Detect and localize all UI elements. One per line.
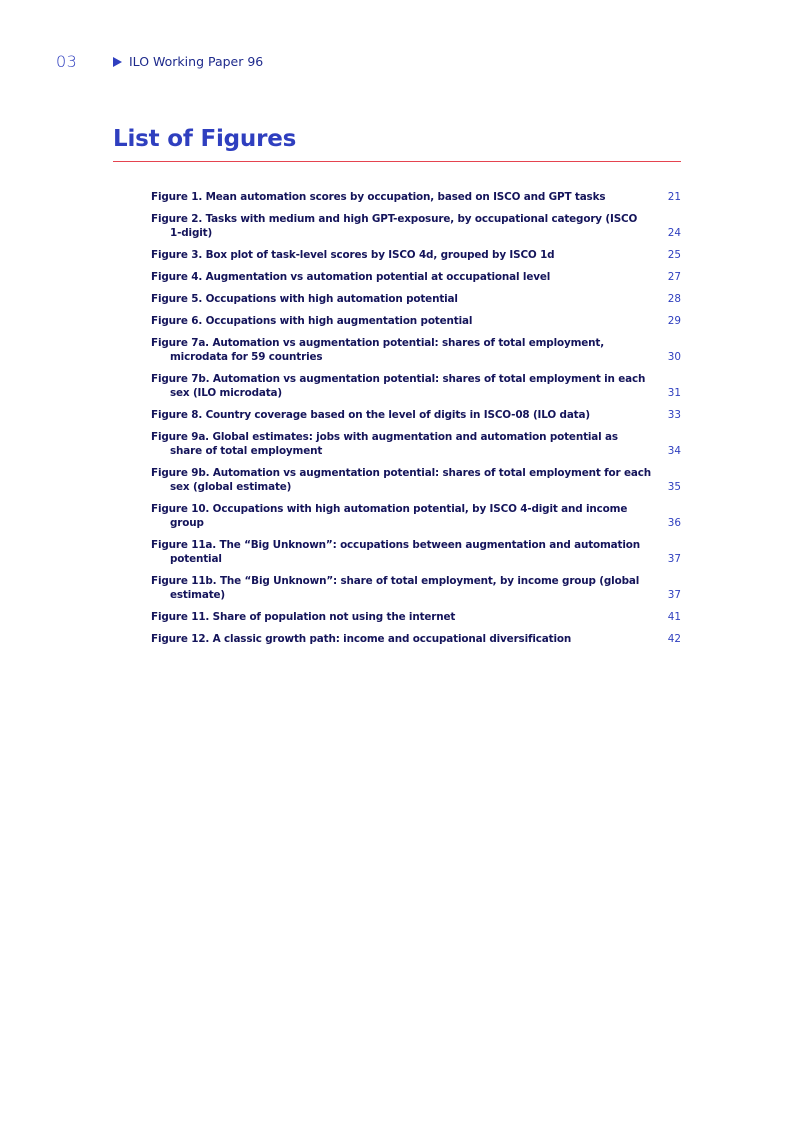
figure-label[interactable]: Figure 4. Augmentation vs automation potential at occupational level (151, 271, 551, 283)
figure-entry[interactable] (151, 502, 681, 530)
figure-label[interactable]: Figure 10. Occupations with high automation potential, by ISCO 4-digit and income group (151, 503, 628, 529)
running-header (113, 54, 263, 69)
figure-label[interactable]: Figure 11b. The “Big Unknown”: share of total employment, by income group (global estimate) (151, 575, 640, 601)
figure-label[interactable]: Figure 9b. Automation vs augmentation potential: shares of total employment for each sex (global estimate) (151, 467, 651, 493)
figure-label[interactable]: Figure 3. Box plot of task-level scores by ISCO 4d, grouped by ISCO 1d (151, 249, 555, 261)
figure-label[interactable]: Figure 1. Mean automation scores by occupation, based on ISCO and GPT tasks (151, 191, 606, 203)
figure-entry[interactable] (151, 466, 681, 494)
figure-page[interactable]: 29 (667, 315, 681, 327)
figure-page[interactable]: 21 (667, 191, 681, 203)
figure-page[interactable]: 33 (667, 409, 681, 421)
figure-page[interactable]: 27 (667, 271, 681, 283)
figure-entry[interactable] (151, 336, 681, 364)
figure-label[interactable]: Figure 2. Tasks with medium and high GPT-exposure, by occupational category (ISCO 1-digit) (151, 213, 638, 239)
figure-entry[interactable] (151, 270, 681, 284)
figure-page[interactable]: 37 (667, 589, 681, 601)
figure-entry[interactable] (151, 538, 681, 566)
figure-entry[interactable] (151, 292, 681, 306)
figure-page[interactable]: 30 (667, 351, 681, 363)
publication-title: ILO Working Paper 96 (129, 54, 264, 69)
figure-page[interactable]: 42 (667, 633, 681, 645)
figure-entry[interactable] (151, 574, 681, 602)
figure-label[interactable]: Figure 6. Occupations with high augmentation potential (151, 315, 473, 327)
figure-page[interactable]: 36 (667, 517, 681, 529)
figure-label[interactable]: Figure 9a. Global estimates: jobs with augmentation and automation potential as share of total employment (151, 431, 618, 457)
figure-label[interactable]: Figure 11a. The “Big Unknown”: occupations between augmentation and automation potential (151, 539, 641, 565)
figure-label[interactable]: Figure 7b. Automation vs augmentation potential: shares of total employment in each sex (ILO microdata) (151, 373, 646, 399)
figure-entry[interactable] (151, 408, 681, 422)
figure-entry[interactable] (151, 248, 681, 262)
figure-label[interactable]: Figure 11. Share of population not using the internet (151, 611, 456, 623)
figure-entry[interactable] (151, 212, 681, 240)
figure-page[interactable]: 28 (667, 293, 681, 305)
figure-page[interactable]: 25 (667, 249, 681, 261)
page-title: List of Figures (113, 126, 297, 152)
figure-label[interactable]: Figure 12. A classic growth path: income and occupational diversification (151, 633, 572, 645)
triangle-arrow-icon (113, 57, 122, 67)
figure-label[interactable]: Figure 5. Occupations with high automation potential (151, 293, 458, 305)
figure-entry[interactable] (151, 190, 681, 204)
figure-entry[interactable] (151, 372, 681, 400)
title-divider (113, 161, 681, 162)
figure-label[interactable]: Figure 8. Country coverage based on the level of digits in ISCO-08 (ILO data) (151, 409, 590, 421)
figure-page[interactable]: 35 (667, 481, 681, 493)
figure-entry[interactable] (151, 632, 681, 646)
figure-page[interactable]: 24 (667, 227, 681, 239)
figure-page[interactable]: 41 (667, 611, 681, 623)
figure-page[interactable]: 37 (667, 553, 681, 565)
figure-entry[interactable] (151, 314, 681, 328)
page-number: 03 (56, 52, 78, 71)
figure-entry[interactable] (151, 610, 681, 624)
figure-label[interactable]: Figure 7a. Automation vs augmentation potential: shares of total employment, microdata for 59 countries (151, 337, 605, 363)
figure-entry[interactable] (151, 430, 681, 458)
figure-page[interactable]: 31 (667, 387, 681, 399)
figure-page[interactable]: 34 (667, 445, 681, 457)
figure-list (151, 190, 681, 654)
